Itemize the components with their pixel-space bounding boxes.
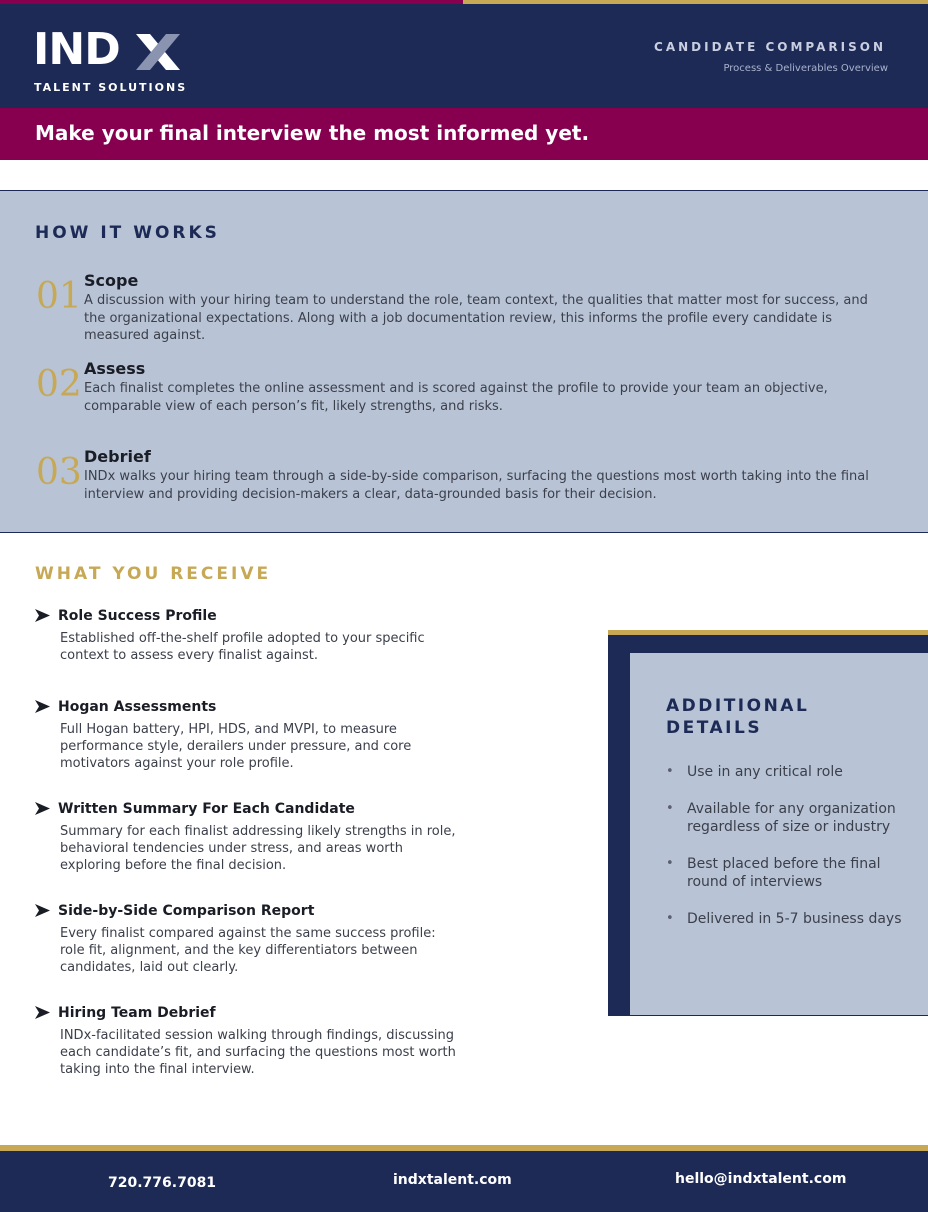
tagline-text: Make your final interview the most informed yet. xyxy=(35,121,590,145)
list-item-text: Delivered in 5-7 business days xyxy=(687,910,902,927)
tagline-banner xyxy=(0,108,928,160)
list-item xyxy=(666,855,906,892)
arrow-bullet-icon xyxy=(35,904,50,917)
step-description: A discussion with your hiring team to understand the role, team context, the qualities that matter most for success, and the organizational expectations. Along with a job documentation review, this informs the profile every candidate is measured against. xyxy=(84,293,868,343)
header xyxy=(0,4,928,108)
deliverable-description: Established off-the-shelf profile adopted to your specific context to assess every finalist against. xyxy=(60,631,425,663)
what-you-receive-heading: WHAT YOU RECEIVE xyxy=(35,564,272,584)
step-description: INDx walks your hiring team through a side-by-side comparison, surfacing the questions most worth taking into the final interview and providing decision-makers a clear, data-grounded basis for their decision. xyxy=(84,469,869,502)
step-title: Scope xyxy=(84,271,139,290)
arrow-bullet-icon xyxy=(35,609,50,622)
logo-text: IND xyxy=(33,24,120,75)
deliverable-description: Summary for each finalist addressing likely strengths in role, behavioral tendencies under stress, and areas worth exploring before the final decision. xyxy=(60,824,456,873)
step-number: 03 xyxy=(36,452,82,493)
logo-subtitle: TALENT SOLUTIONS xyxy=(34,81,188,94)
step-number: 02 xyxy=(36,364,82,405)
deliverable-title: Role Success Profile xyxy=(58,608,217,624)
step-description: Each finalist completes the online assessment and is scored against the profile to provide your team an objective, comparable view of each person’s fit, likely strengths, and risks. xyxy=(84,381,828,414)
step-title: Debrief xyxy=(84,447,151,466)
arrow-bullet-icon xyxy=(35,1006,50,1019)
bullet-icon: • xyxy=(666,910,674,926)
how-it-works-section xyxy=(0,190,928,533)
list-item-text: Best placed before the final round of interviews xyxy=(687,855,881,890)
arrow-bullet-icon xyxy=(35,700,50,713)
arrow-bullet-icon xyxy=(35,802,50,815)
step-number: 01 xyxy=(36,276,82,317)
deliverable-title: Hogan Assessments xyxy=(58,699,217,715)
deliverable-description: INDx-facilitated session walking through findings, discussing each candidate’s fit, and surfacing the questions most worth taking into the final interview. xyxy=(60,1028,456,1077)
deliverable-title: Hiring Team Debrief xyxy=(58,1005,216,1021)
document-title: CANDIDATE COMPARISON xyxy=(654,40,886,54)
list-item-text: Use in any critical role xyxy=(687,764,843,780)
deliverable-title: Written Summary For Each Candidate xyxy=(58,801,355,817)
additional-details-title: ADDITIONAL DETAILS xyxy=(666,696,810,738)
footer-email-link[interactable]: hello@indxtalent.com xyxy=(675,1171,847,1187)
step-title: Assess xyxy=(84,359,146,378)
deliverable-description: Full Hogan battery, HPI, HDS, and MVPI, to measure performance style, derailers under pressure, and core motivators against your role profile. xyxy=(60,722,412,771)
deliverable-description: Every finalist compared against the same success profile: role fit, alignment, and the key differentiators between candidates, laid out clearly. xyxy=(60,926,436,975)
list-item-text: Available for any organization regardless of size or industry xyxy=(687,800,896,835)
additional-details-panel xyxy=(630,653,928,1015)
logo-x-icon xyxy=(134,32,182,72)
additional-details-list xyxy=(666,763,906,946)
list-item xyxy=(666,800,906,837)
bullet-icon: • xyxy=(666,800,674,816)
list-item xyxy=(666,910,906,929)
list-item xyxy=(666,763,906,782)
footer-phone[interactable]: 720.776.7081 xyxy=(108,1175,217,1191)
footer-website-link[interactable]: indxtalent.com xyxy=(393,1172,512,1188)
footer xyxy=(0,1151,928,1212)
how-it-works-heading: HOW IT WORKS xyxy=(35,223,220,243)
bullet-icon: • xyxy=(666,764,674,779)
bullet-icon: • xyxy=(666,855,674,871)
additional-details-box xyxy=(608,630,928,1016)
deliverable-title: Side-by-Side Comparison Report xyxy=(58,903,315,919)
document-subtitle: Process & Deliverables Overview xyxy=(723,63,888,74)
